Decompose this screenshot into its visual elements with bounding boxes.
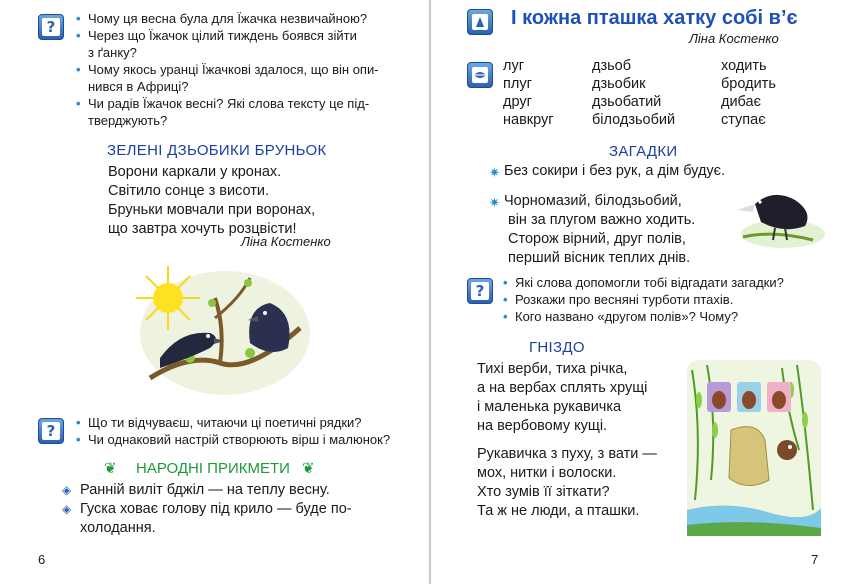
list-item: ◈ Ранній виліт бджіл — на теплу весну. (62, 481, 402, 500)
poem-title: ЗЕЛЕНІ ДЗЬОБИКИ БРУНЬОК (107, 142, 327, 159)
questions-right (503, 274, 843, 325)
sound-icon (467, 9, 493, 35)
poem-body: Ворони каркали у кронах. Світило сонце з висоти. Бруньки мовчали при воронах, що завтра хочуть розцвісти! (108, 164, 316, 237)
list-item: • Чому якось уранці Їжачкові здалося, що він опи- нився в Африці? (76, 61, 406, 95)
riddles-title: ЗАГАДКИ (609, 143, 678, 160)
nest-stanza-1: Тихі верби, тиха річка, а на вербах сплять хрущі і маленька рукавичка на вербовому кущі. (477, 361, 648, 434)
riddle-bullet-icon: ✷ (489, 165, 500, 180)
page-title: І кожна пташка хатку собі в’є (511, 7, 798, 29)
list-item: • Чому ця весна була для Їжачка незвичайною? (76, 10, 406, 27)
riddle-bullet-icon: ✷ (489, 195, 500, 210)
page-number: 6 (38, 552, 46, 567)
crows-illustration (130, 258, 310, 398)
rook-illustration (733, 182, 825, 252)
list-item: • Кого названо «другом полів»? Чому? (503, 308, 843, 325)
words-col-2: дзьоб дзьобик дзьобатий білодзьобий (592, 58, 676, 128)
riddle-2: Чорномазий, білодзьобий, він за плугом важно ходить. Сторож вірний, друг полів, перший вісник теплих днів. (504, 193, 696, 266)
list-item: • Які слова допомогли тобі відгадати загадки? (503, 274, 843, 291)
nest-illustration (687, 360, 821, 536)
list-item: • Розкажи про весняні турботи птахів. (503, 291, 843, 308)
signs-title: НАРОДНІ ПРИКМЕТИ (136, 460, 290, 477)
page-number: 7 (811, 552, 819, 567)
questions-mid (76, 414, 416, 448)
poem-author: Ліна Костенко (241, 234, 331, 249)
reading-lips-icon (467, 62, 493, 88)
list-item: • Через що Їжачок цілий тиждень боявся зійти з ґанку? (76, 27, 406, 61)
nest-title: ГНІЗДО (529, 339, 585, 356)
question-icon: ? (38, 418, 64, 444)
question-icon: ? (467, 278, 493, 304)
signs-list (62, 481, 402, 538)
list-item: ◈ Гуска ховає голову під крило — буде по- холодання. (62, 500, 402, 538)
title-author: Ліна Костенко (689, 31, 779, 46)
list-item: • Що ти відчуваєш, читаючи ці поетичні рядки? (76, 414, 416, 431)
words-col-1: луг плуг друг навкруг (503, 58, 554, 128)
ornament-right-icon: ❦ (302, 460, 315, 477)
list-item: • Чи радів Їжачок весні? Які слова тексту це під- тверджують? (76, 95, 406, 129)
riddle-1: Без сокири і без рук, а дім будує. (504, 163, 726, 179)
list-item: • Чи однаковий настрій створюють вірш і малюнок? (76, 431, 416, 448)
right-page (431, 0, 851, 584)
question-icon: ? (38, 14, 64, 40)
words-col-3: ходить бродить дибає ступає (721, 58, 776, 128)
nest-stanza-2: Рукавичка з пуху, з вати — мох, нитки і волоски. Хто зумів її зіткати? Та ж не люди, а пташки. (477, 446, 657, 519)
ornament-left-icon: ❦ (104, 460, 117, 477)
questions-top (76, 10, 406, 129)
